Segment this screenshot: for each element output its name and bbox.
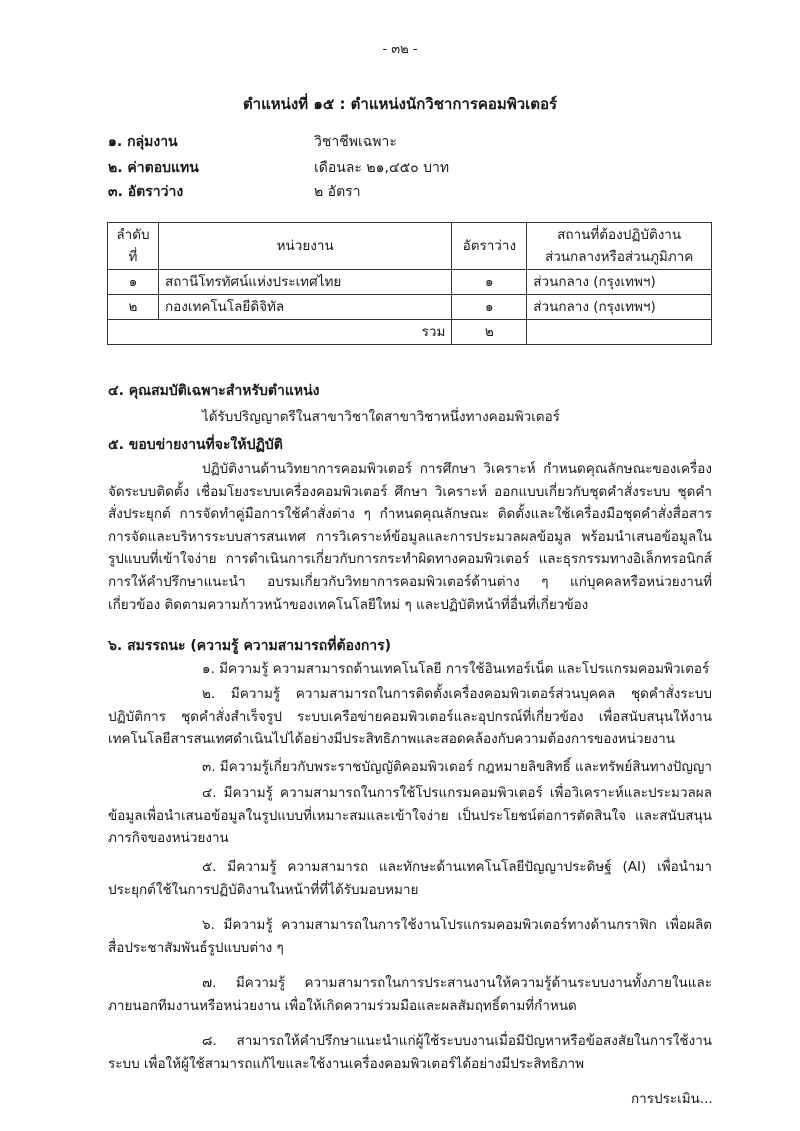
info-label: ๒. ค่าตอบแทน (108, 160, 199, 176)
competency-item-6: ๖. มีความรู้ ความสามารถในการใช้งานโปรแกรมคอมพิวเตอร์ทางด้านกราฟิก เพื่อผลิตสื่อประชาสัมพันธ์รูปแบบต่าง ๆ (108, 917, 712, 956)
table-row (108, 270, 712, 295)
info-value: ๒ อัตรา (314, 184, 361, 200)
header-unit: หน่วยงาน (158, 223, 451, 270)
cell-order: ๑ (108, 270, 159, 295)
section5-paragraph: ปฏิบัติงานด้านวิทยาการคอมพิวเตอร์ การศึกษา วิเคราะห์ กำหนดคุณลักษณะของเครื่อง จัดระบบติดตั้ง เชื่อมโยงระบบเครื่องคอมพิวเตอร์ ศึกษา วิเคราะห์ ออกแบบเกี่ยวกับชุดคำสั่งระบบ ชุดคำสั่งประยุกต์ การจัดทำคู่มือการใช้คำสั่งต่าง ๆ กำหนดคุณลักษณะ ติดตั้งและใช้เครื่องมือชุดคำสั่งสื่อสาร การจัดและบริหารระบบสารสนเทศ การวิเคราะห์ข้อมูลและการประมวลผลข้อมูล พร้อมนำเสนอข้อมูลในรูปแบบที่เข้าใจง่าย การดำเนินการเกี่ยวกับการกระทำผิดทางคอมพิวเตอร์ และธุรกรรมทางอิเล็กทรอนิกส์ การให้คำปรึกษาแนะนำ อบรมเกี่ยวกับวิทยาการคอมพิวเตอร์ด้านต่าง ๆ แก่บุคคลหรือหน่วยงานที่เกี่ยวข้อง ติดตามความก้าวหน้าของเทคโนโลยีใหม่ ๆ และปฏิบัติหน้าที่อื่นที่เกี่ยวข้อง (108, 461, 712, 613)
cell-vacancies: ๑ (452, 295, 527, 320)
cell-unit: กองเทคโนโลยีดิจิทัล (158, 295, 451, 320)
competency-item-2: ๒. มีความรู้ ความสามารถในการติดตั้งเครื่องคอมพิวเตอร์ส่วนบุคคล ชุดคำสั่งระบบปฏิบัติการ ชุดคำสั่งสำเร็จรูป ระบบเครือข่ายคอมพิวเตอร์และอุปกรณ์ที่เกี่ยวข้อง เพื่อสนับสนุนให้งานเทคโนโลยีสารสนเทศดำเนินไปได้อย่างมีประสิทธิภาพและสอดคล้องกับความต้องการของหน่วยงาน (108, 686, 712, 748)
vacancy-table (107, 222, 712, 345)
cell-location: ส่วนกลาง (กรุงเทพฯ) (527, 270, 712, 295)
competency-item-4: ๔. มีความรู้ ความสามารถในการใช้โปรแกรมคอมพิวเตอร์ เพื่อวิเคราะห์และประมวลผลข้อมูลเพื่อนำเสนอข้อมูลในรูปแบบที่เหมาะสมและเข้าใจง่าย เป็นประโยชน์ต่อการตัดสินใจ และสนับสนุนภารกิจของหน่วยงาน (108, 785, 712, 847)
cell-location: ส่วนกลาง (กรุงเทพฯ) (527, 295, 712, 320)
competency-item-3: ๓. มีความรู้เกี่ยวกับพระราชบัญญัติคอมพิวเตอร์ กฎหมายลิขสิทธิ์ และทรัพย์สินทางปัญญา (202, 759, 712, 775)
table-header-row (108, 223, 712, 270)
position-title: ตำแหน่งที่ ๑๕ : ตำแหน่งนักวิชาการคอมพิวเตอร์ (242, 95, 558, 113)
header-location: สถานที่ต้องปฏิบัติงาน ส่วนกลางหรือส่วนภูมิภาค (527, 223, 712, 270)
cell-unit: สถานีโทรทัศน์แห่งประเทศไทย (158, 270, 451, 295)
table-row (108, 295, 712, 320)
page-number: - ๓๒ - (382, 42, 418, 57)
header-order: ลำดับ ที่ (108, 223, 159, 270)
info-label: ๓. อัตราว่าง (108, 184, 184, 200)
section4-heading: ๔. คุณสมบัติเฉพาะสำหรับตำแหน่ง (108, 383, 320, 399)
info-value: เดือนละ ๒๑,๔๕๐ บาท (314, 160, 450, 176)
section6-heading: ๖. สมรรถนะ (ความรู้ ความสามารถที่ต้องการ) (108, 638, 392, 654)
cell-order: ๒ (108, 295, 159, 320)
section4-text: ได้รับปริญญาตรีในสาขาวิชาใดสาขาวิชาหนึ่งทางคอมพิวเตอร์ (202, 409, 560, 425)
table-total-row (108, 320, 712, 345)
total-empty (527, 320, 712, 345)
header-vacancies: อัตราว่าง (452, 223, 527, 270)
total-label: รวม (108, 320, 452, 345)
info-label: ๑. กลุ่มงาน (108, 134, 178, 150)
cell-vacancies: ๑ (452, 270, 527, 295)
info-value: วิชาชีพเฉพาะ (314, 134, 397, 150)
section5-heading: ๕. ขอบข่ายงานที่จะให้ปฏิบัติ (108, 437, 283, 453)
continued-marker: การประเมิน... (631, 1091, 713, 1107)
total-value: ๒ (452, 320, 527, 345)
competency-item-7: ๗. มีความรู้ ความสามารถในการประสานงานให้ความรู้ด้านระบบงานทั้งภายในและภายนอกทีมงานหรือหน่วยงาน เพื่อให้เกิดความร่วมมือและผลสัมฤทธิ์ตามที่กำหนด (108, 975, 712, 1014)
competency-item-5: ๕. มีความรู้ ความสามารถ และทักษะด้านเทคโนโลยีปัญญาประดิษฐ์ (AI) เพื่อนำมาประยุกต์ใช้ในการปฏิบัติงานในหน้าที่ที่ได้รับมอบหมาย (108, 859, 712, 898)
competency-item-1: ๑. มีความรู้ ความสามารถด้านเทคโนโลยี การใช้อินเทอร์เน็ต และโปรแกรมคอมพิวเตอร์ (202, 661, 710, 677)
competency-item-8: ๘. สามารถให้คำปรึกษาแนะนำแก่ผู้ใช้ระบบงานเมื่อมีปัญหาหรือข้อสงสัยในการใช้งานระบบ เพื่อให้ผู้ใช้สามารถแก้ไขและใช้งานเครื่องคอมพิวเตอร์ได้อย่างมีประสิทธิภาพ (108, 1033, 712, 1072)
